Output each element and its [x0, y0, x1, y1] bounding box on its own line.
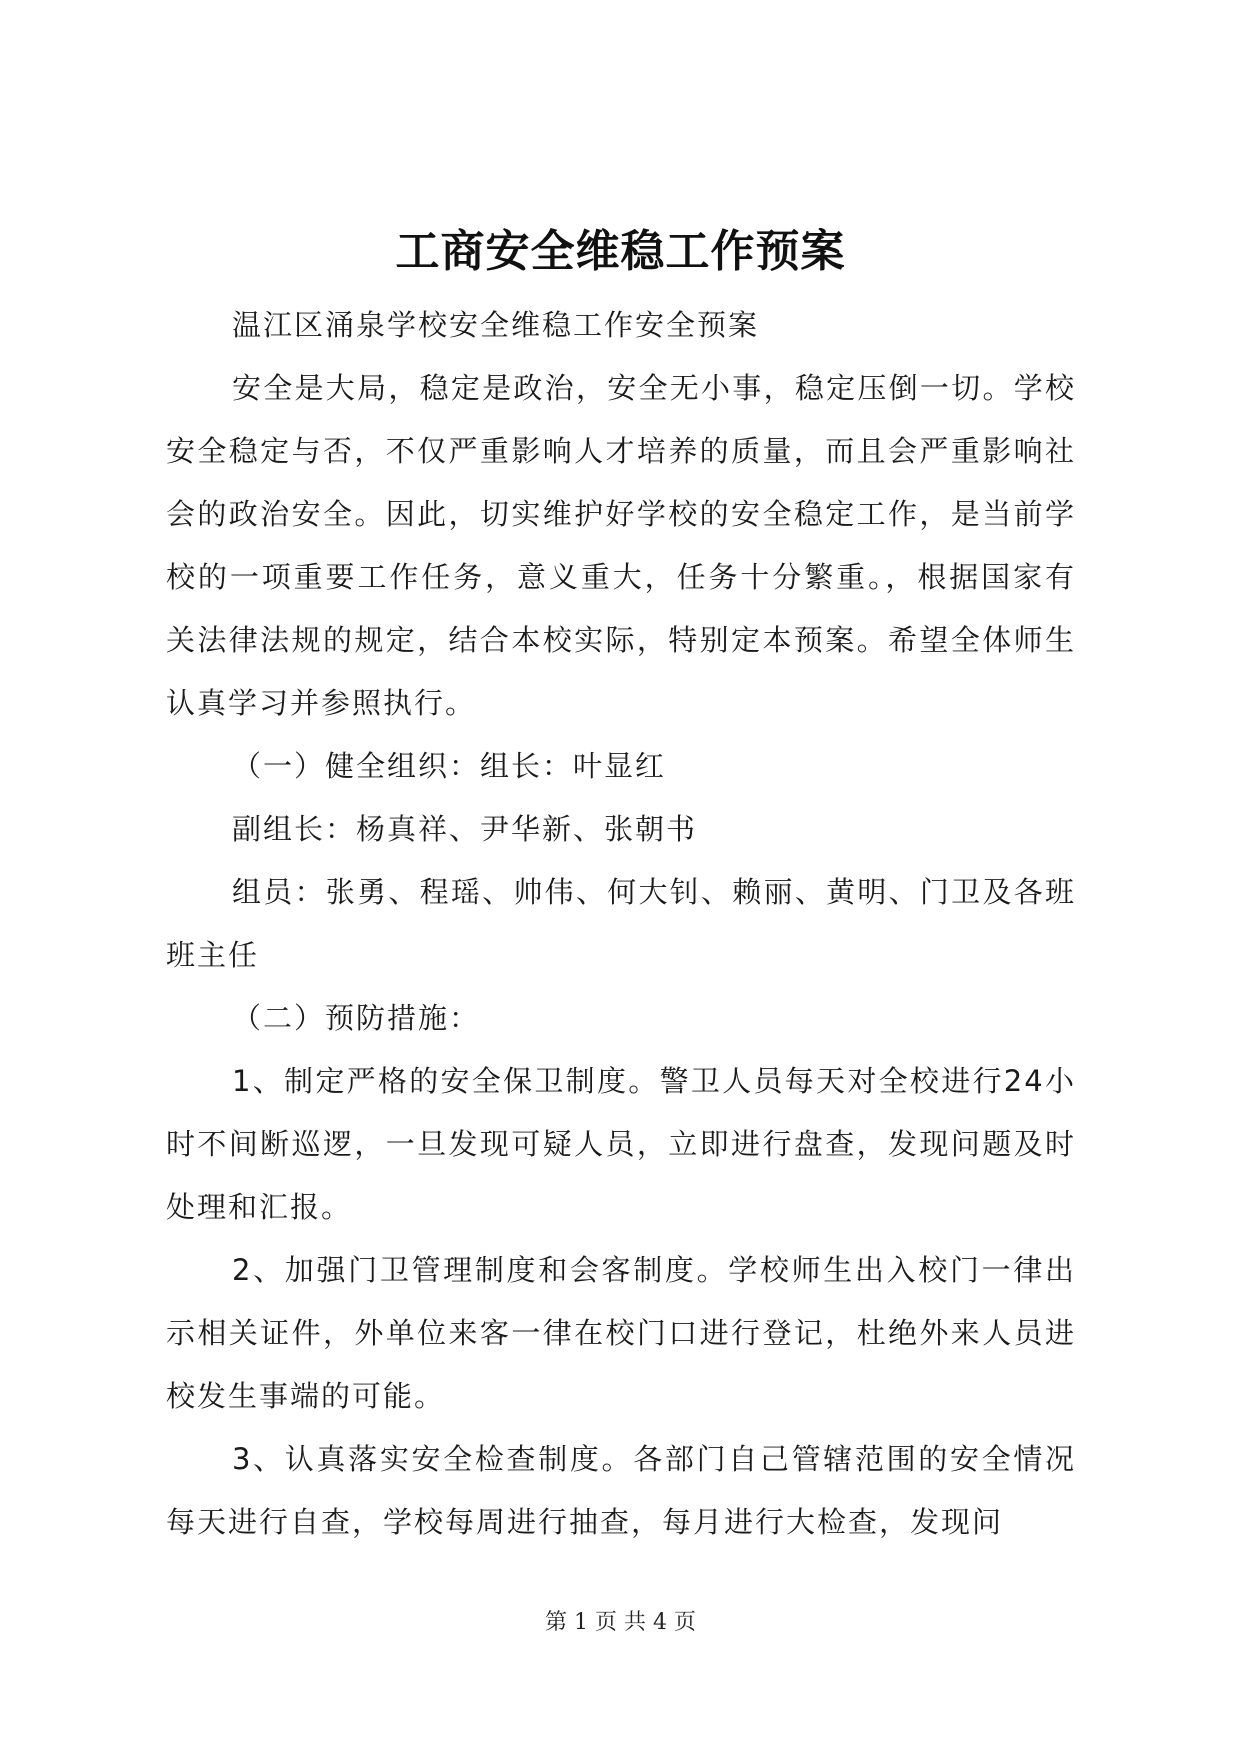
paragraph-organization: （一）健全组织：组长：叶显红	[232, 749, 667, 783]
paragraph-measure-3: 3、认真落实安全检查制度。各部门自己管辖范围的安全情况每天进行自查，学校每周进行抽查，每月进行大检查，发现问	[166, 1442, 1076, 1539]
document-body	[166, 294, 1076, 1554]
paragraph-members: 组员：张勇、程瑶、帅伟、何大钊、赖丽、黄明、门卫及各班班主任	[166, 875, 1076, 972]
document-title: 工商安全维稳工作预案	[395, 226, 846, 277]
paragraph-prevention-heading: （二）预防措施：	[232, 1001, 481, 1035]
paragraph-measure-1: 1、制定严格的安全保卫制度。警卫人员每天对全校进行24小时不间断巡逻，一旦发现可疑人员，立即进行盘查，发现问题及时处理和汇报。	[166, 1064, 1076, 1224]
paragraph-deputy-leaders: 副组长：杨真祥、尹华新、张朝书	[232, 812, 698, 846]
paragraph-subtitle: 温江区涌泉学校安全维稳工作安全预案	[232, 308, 760, 342]
paragraph-intro: 安全是大局，稳定是政治，安全无小事，稳定压倒一切。学校安全稳定与否，不仅严重影响人才培养的质量，而且会严重影响社会的政治安全。因此，切实维护好学校的安全稳定工作，是当前学校的一项重要工作任务，意义重大，任务十分繁重。，根据国家有关法律法规的规定，结合本校实际，特别定本预案。希望全体师生认真学习并参照执行。	[166, 371, 1076, 720]
paragraph-measure-2: 2、加强门卫管理制度和会客制度。学校师生出入校门一律出示相关证件，外单位来客一律在校门口进行登记，杜绝外来人员进校发生事端的可能。	[166, 1253, 1076, 1413]
page-footer: 第 1 页 共 4 页	[545, 1610, 696, 1635]
